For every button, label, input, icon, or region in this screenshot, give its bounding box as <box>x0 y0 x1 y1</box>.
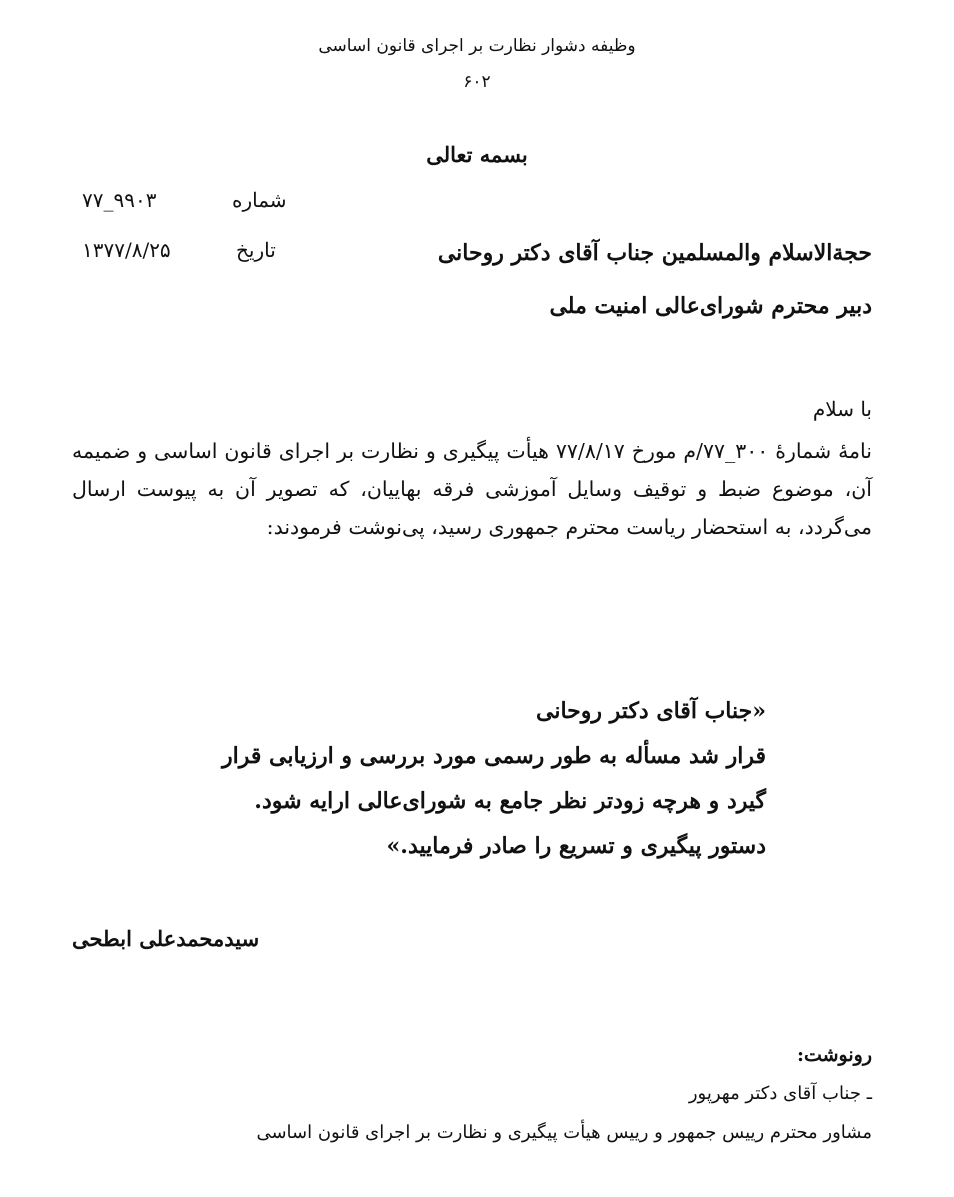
letter-body: نامهٔ شمارهٔ ۳۰۰_۷۷/م مورخ ۷۷/۸/۱۷ هیأت پیگیری و نظارت بر اجرای قانون اساسی و ضمیمه آن، موضوع ضبط و توقیف وسایل آموزشی فرقه بهاییان، که تصویر آن به پیوست ارسال می‌گردد، به استحضار ریاست محترم جمهوری رسید، پی‌نوشت فرمودند: <box>72 439 872 539</box>
cc-line: مشاور محترم رییس جمهور و رییس هیأت پیگیری و نظارت بر اجرای قانون اساسی <box>256 1122 872 1143</box>
cc-title: رونوشت: <box>796 1044 872 1066</box>
quote-line: قرار شد مسأله به طور رسمی مورد بررسی و ارزیابی قرار <box>222 743 766 769</box>
date-value: ۱۳۷۷/۸/۲۵ <box>82 238 171 262</box>
number-value: ۷۷_۹۹۰۳ <box>82 188 157 212</box>
quote-line: «جناب آقای دکتر روحانی <box>536 698 766 724</box>
recipient-name: حجة‌الاسلام والمسلمین جناب آقای دکتر روحانی <box>437 240 872 266</box>
salutation: با سلام <box>812 397 872 421</box>
date-label: تاریخ <box>236 238 276 262</box>
quote-line: گیرد و هرچه زودتر نظر جامع به شورای‌عالی ارایه شود. <box>254 788 766 814</box>
recipient-title: دبیر محترم شورای‌عالی امنیت ملی <box>549 293 872 319</box>
number-label: شماره <box>232 188 287 212</box>
bismillah-heading: بسمه تعالی <box>426 142 528 167</box>
quote-line: دستور پیگیری و تسریع را صادر فرمایید.» <box>386 833 766 859</box>
page-number: ۶۰۲ <box>463 72 491 92</box>
cc-line: ـ جناب آقای دکتر مهرپور <box>688 1083 872 1104</box>
running-header: وظیفه دشوار نظارت بر اجرای قانون اساسی <box>318 36 636 56</box>
signature: سیدمحمدعلی ابطحی <box>72 926 260 951</box>
